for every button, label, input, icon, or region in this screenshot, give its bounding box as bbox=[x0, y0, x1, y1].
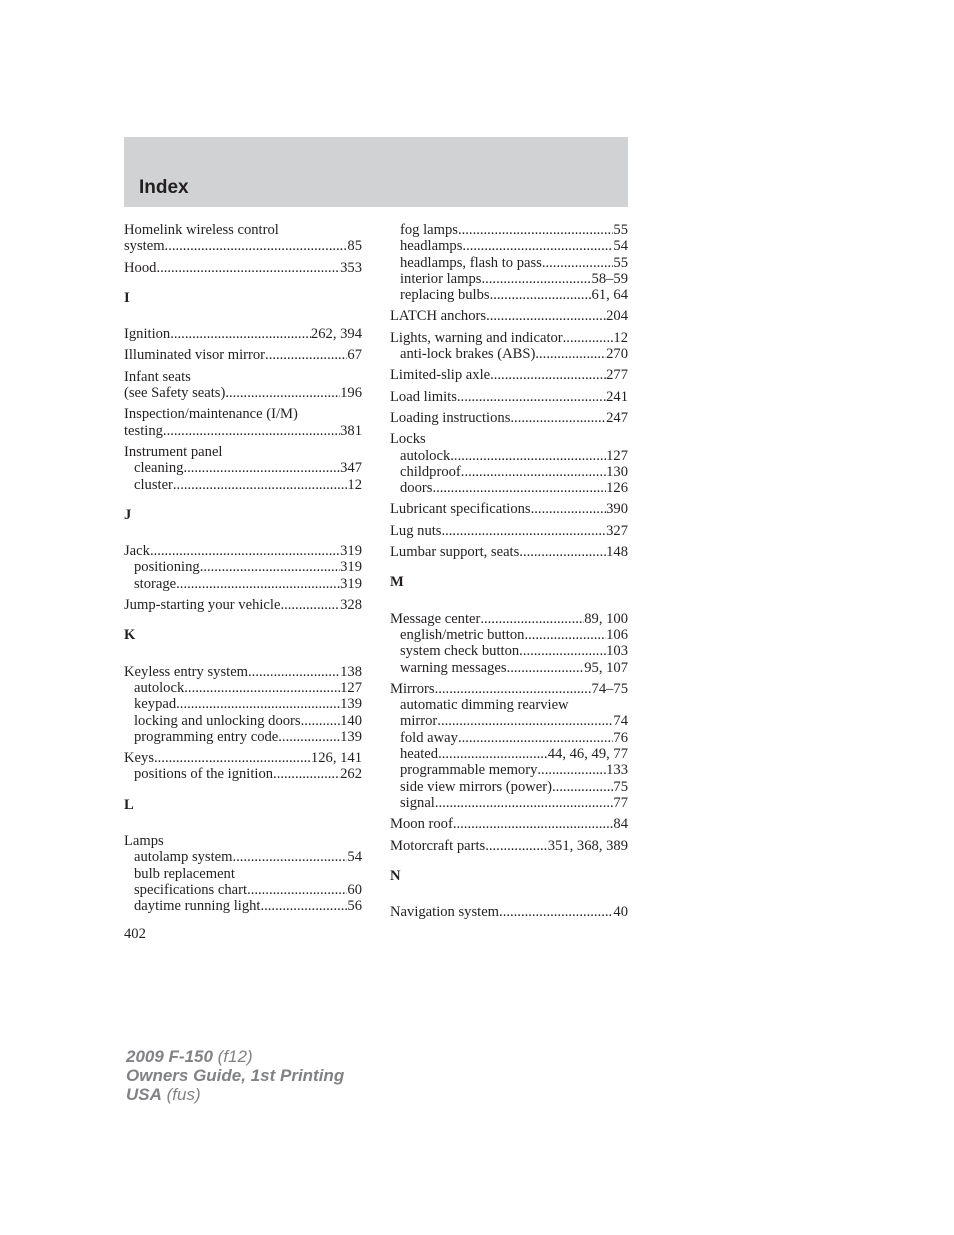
dot-leader bbox=[441, 523, 606, 539]
index-subentry-line bbox=[390, 480, 628, 496]
index-term: Ignition bbox=[124, 326, 171, 343]
index-term: autolock bbox=[134, 679, 185, 696]
index-entry-line bbox=[124, 406, 362, 422]
index-term: Message center bbox=[390, 610, 481, 627]
index-subentry-line bbox=[390, 779, 628, 795]
footer-market: USA bbox=[126, 1085, 162, 1104]
index-term: bulb replacement bbox=[134, 865, 235, 882]
dot-leader bbox=[273, 766, 340, 782]
dot-leader bbox=[170, 326, 311, 342]
dot-leader bbox=[156, 260, 340, 276]
dot-leader bbox=[176, 576, 340, 592]
index-subentry-line bbox=[390, 795, 628, 811]
index-entry-line bbox=[390, 410, 628, 426]
index-term: Limited-slip axle bbox=[390, 367, 491, 384]
index-term: Inspection/maintenance (I/M) bbox=[124, 406, 298, 423]
dot-leader bbox=[461, 464, 606, 480]
index-entry bbox=[390, 838, 628, 854]
index-term: english/metric button bbox=[400, 626, 525, 643]
footer-line-2 bbox=[126, 1066, 344, 1085]
index-term: doors bbox=[400, 480, 433, 497]
index-entry bbox=[390, 544, 628, 560]
page-reference: 106 bbox=[606, 626, 628, 643]
page-reference: 61, 64 bbox=[591, 287, 628, 304]
index-subentry-line bbox=[390, 643, 628, 659]
page-reference: 319 bbox=[340, 559, 362, 576]
page-reference: 103 bbox=[606, 643, 628, 660]
index-entry-line bbox=[124, 222, 362, 238]
index-term: keypad bbox=[134, 696, 177, 713]
page-reference: 127 bbox=[606, 447, 628, 464]
page-reference: 390 bbox=[606, 501, 628, 518]
index-term: Homelink wireless control bbox=[124, 222, 279, 238]
index-entry-line bbox=[124, 369, 362, 385]
index-entry bbox=[124, 406, 362, 439]
index-entry bbox=[124, 833, 362, 914]
index-column-right bbox=[390, 222, 628, 925]
page-reference: 262 bbox=[340, 766, 362, 783]
index-subentry-line bbox=[390, 762, 628, 778]
index-term: system check button bbox=[400, 643, 520, 660]
page-reference: 54 bbox=[613, 238, 628, 255]
page-reference: 58–59 bbox=[591, 270, 628, 287]
index-entry bbox=[390, 367, 628, 383]
index-subentry-line bbox=[124, 898, 362, 914]
index-term: heated bbox=[400, 746, 439, 763]
page-reference: 126, 141 bbox=[310, 750, 362, 767]
page-reference: 60 bbox=[347, 881, 362, 898]
footer-edition: Owners Guide, 1st Printing bbox=[126, 1066, 345, 1085]
index-subentry-line bbox=[390, 746, 628, 762]
index-term: LATCH anchors bbox=[390, 308, 487, 325]
footer-line-3 bbox=[126, 1085, 344, 1104]
index-term: anti-lock brakes (ABS) bbox=[400, 346, 536, 363]
page-reference: 74–75 bbox=[591, 680, 628, 697]
dot-leader bbox=[265, 347, 347, 363]
dot-leader bbox=[233, 849, 348, 865]
dot-leader bbox=[458, 222, 613, 238]
dot-leader bbox=[225, 385, 340, 401]
page-reference: 196 bbox=[340, 385, 362, 402]
dot-leader bbox=[150, 543, 340, 559]
dot-leader bbox=[435, 681, 592, 697]
section-letter: I bbox=[124, 289, 130, 306]
index-term: mirror bbox=[400, 713, 438, 730]
index-term: Instrument panel bbox=[124, 443, 223, 460]
index-term: Keyless entry system bbox=[124, 663, 249, 680]
index-entry bbox=[390, 523, 628, 539]
index-subentry-line bbox=[124, 729, 362, 745]
index-entry-line bbox=[124, 326, 362, 342]
index-entry-line bbox=[390, 544, 628, 560]
index-term: Infant seats bbox=[124, 368, 191, 385]
index-term: Lug nuts bbox=[390, 522, 442, 539]
footer-line-1 bbox=[126, 1047, 344, 1066]
page-reference: 95, 107 bbox=[584, 659, 628, 676]
index-term: daytime running light bbox=[134, 898, 261, 915]
index-term: Moon roof bbox=[390, 816, 453, 833]
index-entry-line bbox=[124, 347, 362, 363]
index-term: Lumbar support, seats bbox=[390, 544, 520, 561]
dot-leader bbox=[278, 729, 340, 745]
index-entry bbox=[124, 369, 362, 402]
dot-leader bbox=[458, 730, 613, 746]
index-subentry-line bbox=[390, 255, 628, 271]
dot-leader bbox=[552, 779, 613, 795]
index-entry bbox=[390, 389, 628, 405]
dot-leader bbox=[435, 795, 614, 811]
page-reference: 148 bbox=[606, 544, 628, 561]
section-letter: J bbox=[124, 506, 132, 523]
index-entry bbox=[390, 431, 628, 496]
index-entry bbox=[124, 597, 362, 613]
dot-leader bbox=[438, 746, 548, 762]
index-entry-line bbox=[390, 838, 628, 854]
dot-leader bbox=[490, 287, 592, 303]
index-entry bbox=[124, 543, 362, 592]
page-reference: 204 bbox=[606, 308, 628, 325]
page-reference: 247 bbox=[606, 409, 628, 426]
dot-leader bbox=[280, 597, 340, 613]
index-entry bbox=[390, 611, 628, 676]
page-reference: 56 bbox=[347, 898, 362, 915]
index-term: Jack bbox=[124, 543, 150, 560]
index-term: positions of the ignition bbox=[134, 766, 274, 783]
page-reference: 76 bbox=[613, 729, 628, 746]
dot-leader bbox=[154, 750, 311, 766]
page-title: Index bbox=[139, 177, 189, 198]
dot-leader bbox=[437, 713, 613, 729]
index-term: Hood bbox=[124, 259, 157, 276]
index-term: Motorcraft parts bbox=[390, 837, 486, 854]
index-entry bbox=[124, 347, 362, 363]
dot-leader bbox=[184, 680, 340, 696]
index-subentry-line bbox=[390, 287, 628, 303]
dot-leader bbox=[462, 238, 613, 254]
index-entry bbox=[124, 260, 362, 276]
index-entry-line bbox=[390, 523, 628, 539]
dot-leader bbox=[485, 838, 548, 854]
page-reference: 126 bbox=[606, 480, 628, 497]
index-term: (see Safety seats) bbox=[124, 385, 226, 402]
index-subentry-line bbox=[390, 627, 628, 643]
index-term: Navigation system bbox=[390, 904, 500, 921]
index-term: storage bbox=[134, 575, 177, 592]
index-entry bbox=[124, 222, 362, 255]
index-subentry-line bbox=[390, 697, 628, 713]
footer-market-code: (fus) bbox=[161, 1085, 201, 1104]
dot-leader bbox=[535, 346, 606, 362]
page-reference: 327 bbox=[606, 522, 628, 539]
dot-leader bbox=[173, 477, 348, 493]
index-entry-line bbox=[390, 816, 628, 832]
dot-leader bbox=[432, 480, 606, 496]
index-subentry-line bbox=[124, 460, 362, 476]
index-entry bbox=[390, 816, 628, 832]
section-letter: L bbox=[124, 796, 134, 813]
index-term: testing bbox=[124, 422, 163, 439]
index-entry-line bbox=[124, 597, 362, 613]
page-reference: 130 bbox=[606, 463, 628, 480]
index-entry-line bbox=[124, 543, 362, 559]
dot-leader bbox=[524, 627, 606, 643]
index-subentry-line bbox=[124, 680, 362, 696]
page-reference: 241 bbox=[606, 388, 628, 405]
index-entry-line bbox=[390, 367, 628, 383]
index-subentry-line bbox=[390, 222, 628, 238]
index-entry-line bbox=[124, 444, 362, 460]
dot-leader bbox=[499, 904, 613, 920]
page-reference: 85 bbox=[347, 238, 362, 255]
index-subentry-line bbox=[124, 882, 362, 898]
dot-leader bbox=[457, 389, 606, 405]
dot-leader bbox=[531, 501, 606, 517]
index-term: signal bbox=[400, 794, 435, 811]
page-reference: 351, 368, 389 bbox=[547, 837, 628, 854]
index-term: Lamps bbox=[124, 833, 164, 850]
index-entry-line bbox=[124, 833, 362, 849]
dot-leader bbox=[200, 559, 340, 575]
dot-leader bbox=[542, 255, 614, 271]
index-subentry-line bbox=[390, 238, 628, 254]
page-reference: 54 bbox=[347, 849, 362, 866]
index-term: headlamps, flash to pass bbox=[400, 254, 542, 271]
index-term: Loading instructions bbox=[390, 409, 511, 426]
page-reference: 133 bbox=[606, 762, 628, 779]
index-subentry-line bbox=[124, 696, 362, 712]
index-term: fold away bbox=[400, 729, 458, 746]
index-entry-line bbox=[124, 423, 362, 439]
page-reference: 77 bbox=[613, 794, 628, 811]
page-reference: 262, 394 bbox=[310, 326, 362, 343]
index-term: side view mirrors (power) bbox=[400, 778, 552, 795]
dot-leader bbox=[507, 660, 585, 676]
index-term: autolamp system bbox=[134, 849, 233, 866]
dot-leader bbox=[537, 762, 606, 778]
index-term: programming entry code bbox=[134, 728, 279, 745]
index-entry bbox=[390, 681, 628, 811]
page-reference: 40 bbox=[613, 904, 628, 921]
index-entry-line bbox=[390, 611, 628, 627]
page-reference: 12 bbox=[347, 476, 362, 493]
page-reference: 277 bbox=[606, 367, 628, 384]
index-entry bbox=[124, 326, 362, 342]
index-entry bbox=[390, 222, 628, 303]
index-entry-line bbox=[390, 389, 628, 405]
page-reference: 270 bbox=[606, 346, 628, 363]
index-entry bbox=[124, 444, 362, 493]
dot-leader bbox=[248, 664, 340, 680]
index-entry-line bbox=[124, 260, 362, 276]
page-reference: 55 bbox=[613, 222, 628, 238]
page-reference: 381 bbox=[340, 422, 362, 439]
index-term: childproof bbox=[400, 463, 461, 480]
dot-leader bbox=[163, 423, 340, 439]
section-letter: N bbox=[390, 867, 401, 884]
index-entry-line bbox=[390, 330, 628, 346]
section-letter: M bbox=[390, 574, 404, 591]
dot-leader bbox=[453, 816, 614, 832]
page-reference: 319 bbox=[340, 575, 362, 592]
index-term: warning messages bbox=[400, 659, 507, 676]
page-reference: 347 bbox=[340, 460, 362, 477]
page-reference: 140 bbox=[340, 712, 362, 729]
index-subentry-line bbox=[390, 271, 628, 287]
index-entry-line bbox=[124, 385, 362, 401]
dot-leader bbox=[176, 696, 340, 712]
index-entry bbox=[390, 904, 628, 920]
index-term: Load limits bbox=[390, 388, 457, 405]
index-term: programmable memory bbox=[400, 762, 538, 779]
index-subentry-line bbox=[390, 464, 628, 480]
dot-leader bbox=[481, 271, 591, 287]
index-entry-line bbox=[124, 664, 362, 680]
index-subentry-line bbox=[124, 576, 362, 592]
index-term: cleaning bbox=[134, 460, 184, 477]
index-term: fog lamps bbox=[400, 222, 458, 238]
index-term: specifications chart bbox=[134, 881, 248, 898]
index-entry bbox=[390, 501, 628, 517]
dot-leader bbox=[519, 544, 606, 560]
index-entry bbox=[390, 410, 628, 426]
page-reference: 12 bbox=[613, 329, 628, 346]
index-column-left bbox=[124, 222, 362, 920]
section-letter: K bbox=[124, 627, 136, 644]
index-term: interior lamps bbox=[400, 270, 482, 287]
page-reference: 74 bbox=[613, 713, 628, 730]
index-term: autolock bbox=[400, 447, 451, 464]
index-term: cluster bbox=[134, 476, 173, 493]
page-reference: 127 bbox=[340, 679, 362, 696]
index-term: system bbox=[124, 238, 165, 255]
index-entry bbox=[390, 308, 628, 324]
index-term: replacing bulbs bbox=[400, 287, 490, 304]
page-reference: 89, 100 bbox=[584, 610, 628, 627]
page-reference: 75 bbox=[613, 778, 628, 795]
page-reference: 328 bbox=[340, 597, 362, 614]
dot-leader bbox=[480, 611, 584, 627]
page-reference: 139 bbox=[340, 728, 362, 745]
dot-leader bbox=[490, 367, 606, 383]
index-entry-line bbox=[124, 750, 362, 766]
header-band bbox=[124, 137, 628, 207]
index-entry-line bbox=[390, 501, 628, 517]
dot-leader bbox=[450, 448, 606, 464]
index-entry-line bbox=[390, 681, 628, 697]
index-entry-line bbox=[390, 431, 628, 447]
footer bbox=[126, 1047, 344, 1104]
index-entry bbox=[390, 330, 628, 363]
index-term: Locks bbox=[390, 431, 426, 448]
index-entry-line bbox=[390, 308, 628, 324]
page-reference: 44, 46, 49, 77 bbox=[547, 746, 628, 763]
index-subentry-line bbox=[390, 448, 628, 464]
page-reference: 84 bbox=[613, 816, 628, 833]
dot-leader bbox=[519, 643, 606, 659]
index-subentry-line bbox=[390, 730, 628, 746]
page-reference: 55 bbox=[613, 254, 628, 271]
dot-leader bbox=[563, 330, 614, 346]
index-subentry-line bbox=[124, 713, 362, 729]
dot-leader bbox=[486, 308, 606, 324]
index-subentry-line bbox=[124, 766, 362, 782]
index-term: Lubricant specifications bbox=[390, 501, 531, 518]
dot-leader bbox=[247, 882, 347, 898]
index-term: locking and unlocking doors bbox=[134, 712, 301, 729]
index-subentry-line bbox=[124, 559, 362, 575]
index-term: Illuminated visor mirror bbox=[124, 347, 266, 364]
page-reference: 353 bbox=[340, 259, 362, 276]
dot-leader bbox=[510, 410, 606, 426]
index-entry-line bbox=[390, 904, 628, 920]
index-term: Jump-starting your vehicle bbox=[124, 597, 281, 614]
index-subentry-line bbox=[124, 849, 362, 865]
page-reference: 138 bbox=[340, 663, 362, 680]
dot-leader bbox=[301, 713, 341, 729]
page-reference: 319 bbox=[340, 543, 362, 560]
index-entry-line bbox=[124, 238, 362, 254]
page-reference: 67 bbox=[347, 347, 362, 364]
index-entry bbox=[124, 664, 362, 745]
footer-model: 2009 F-150 bbox=[126, 1047, 213, 1066]
index-subentry-line bbox=[124, 477, 362, 493]
index-term: Mirrors bbox=[390, 680, 435, 697]
index-subentry-line bbox=[124, 866, 362, 882]
index-term: Lights, warning and indicator bbox=[390, 329, 563, 346]
footer-model-code: (f12) bbox=[212, 1047, 253, 1066]
index-subentry-line bbox=[390, 660, 628, 676]
index-term: headlamps bbox=[400, 238, 463, 255]
dot-leader bbox=[260, 898, 347, 914]
index-term: Keys bbox=[124, 750, 154, 767]
index-subentry-line bbox=[390, 346, 628, 362]
index-term: automatic dimming rearview bbox=[400, 697, 569, 714]
page-number: 402 bbox=[124, 926, 146, 942]
page-reference: 139 bbox=[340, 696, 362, 713]
dot-leader bbox=[183, 460, 340, 476]
index-entry bbox=[124, 750, 362, 783]
index-term: positioning bbox=[134, 559, 200, 576]
index-subentry-line bbox=[390, 713, 628, 729]
dot-leader bbox=[165, 238, 348, 254]
